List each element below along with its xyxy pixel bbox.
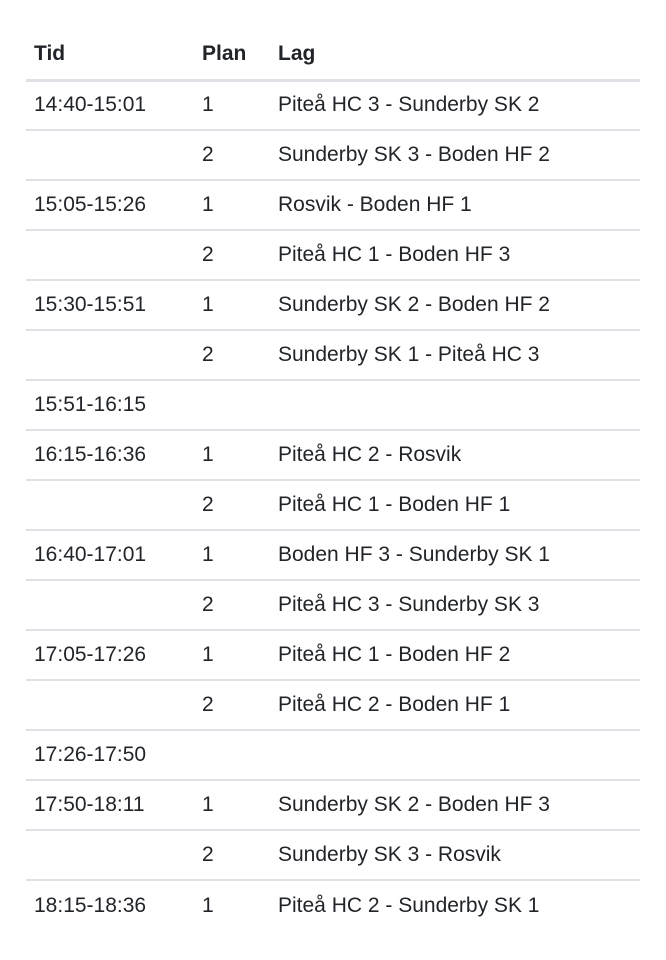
header-row — [26, 30, 640, 80]
time-cell: 14:40-15:01 — [34, 93, 147, 117]
teams-cell: Piteå HC 3 - Sunderby SK 2 — [278, 93, 540, 117]
plan-cell: 2 — [194, 680, 270, 730]
time-cell: 15:30-15:51 — [26, 280, 194, 330]
column-header-teams: Lag — [270, 30, 640, 80]
table-row — [26, 730, 640, 780]
plan-cell: 1 — [194, 630, 270, 680]
time-cell — [26, 230, 194, 280]
table-row — [26, 130, 640, 180]
teams-cell: Rosvik - Boden HF 1 — [270, 180, 640, 230]
table-body — [26, 80, 640, 930]
teams-cell: Piteå HC 2 - Rosvik — [270, 430, 640, 480]
teams-cell: Piteå HC 1 - Boden HF 2 — [270, 630, 640, 680]
teams-cell: Sunderby SK 3 - Boden HF 2 — [270, 130, 640, 180]
time-cell: 16:15-16:36 — [26, 430, 194, 480]
time-cell: 15:51-16:15 — [26, 380, 194, 430]
time-cell: 17:50-18:11 — [26, 780, 194, 830]
time-cell — [26, 680, 194, 730]
teams-cell: Piteå HC 1 - Boden HF 3 — [270, 230, 640, 280]
table-row — [26, 280, 640, 330]
teams-cell: Sunderby SK 2 - Boden HF 2 — [270, 280, 640, 330]
table-row — [26, 180, 640, 230]
plan-cell — [194, 380, 270, 430]
plan-cell: 2 — [194, 580, 270, 630]
table-row — [26, 330, 640, 380]
table-row — [26, 230, 640, 280]
table-row — [26, 880, 640, 930]
time-cell — [26, 480, 194, 530]
time-cell — [26, 830, 194, 880]
table-row — [26, 780, 640, 830]
table-row — [26, 530, 640, 580]
time-cell: 18:15-18:36 — [26, 880, 194, 930]
column-header-plan: Plan — [194, 30, 270, 80]
table-row — [26, 630, 640, 680]
plan-cell: 1 — [194, 780, 270, 830]
plan-cell: 1 — [194, 430, 270, 480]
teams-cell: Sunderby SK 1 - Piteå HC 3 — [270, 330, 640, 380]
teams-cell: Piteå HC 1 - Boden HF 1 — [270, 480, 640, 530]
teams-cell: Piteå HC 3 - Sunderby SK 3 — [270, 580, 640, 630]
teams-cell: Piteå HC 2 - Boden HF 1 — [270, 680, 640, 730]
teams-cell: Piteå HC 2 - Sunderby SK 1 — [270, 880, 640, 930]
table-header — [26, 30, 640, 80]
table-row — [26, 430, 640, 480]
table-row — [26, 480, 640, 530]
table-row — [26, 80, 640, 130]
plan-cell: 1 — [202, 93, 214, 117]
column-header-time: Tid — [26, 30, 194, 80]
plan-cell: 1 — [194, 530, 270, 580]
table-row — [26, 680, 640, 730]
teams-cell: Sunderby SK 2 - Boden HF 3 — [270, 780, 640, 830]
plan-cell: 1 — [194, 280, 270, 330]
teams-cell: Boden HF 3 - Sunderby SK 1 — [270, 530, 640, 580]
plan-cell: 2 — [194, 480, 270, 530]
time-cell: 17:05-17:26 — [26, 630, 194, 680]
teams-cell — [270, 380, 640, 430]
time-cell — [26, 580, 194, 630]
plan-cell: 2 — [194, 330, 270, 380]
time-cell — [26, 130, 194, 180]
table-row — [26, 580, 640, 630]
time-cell: 15:05-15:26 — [26, 180, 194, 230]
time-cell: 17:26-17:50 — [26, 730, 194, 780]
schedule-table — [26, 30, 640, 930]
plan-cell: 2 — [194, 830, 270, 880]
plan-cell: 1 — [194, 880, 270, 930]
match-schedule — [26, 30, 640, 930]
plan-cell: 2 — [194, 230, 270, 280]
plan-cell — [194, 730, 270, 780]
table-row — [26, 830, 640, 880]
plan-cell: 2 — [194, 130, 270, 180]
plan-cell: 1 — [194, 180, 270, 230]
teams-cell — [270, 730, 640, 780]
time-cell: 16:40-17:01 — [26, 530, 194, 580]
table-row — [26, 380, 640, 430]
time-cell — [26, 330, 194, 380]
teams-cell: Sunderby SK 3 - Rosvik — [270, 830, 640, 880]
